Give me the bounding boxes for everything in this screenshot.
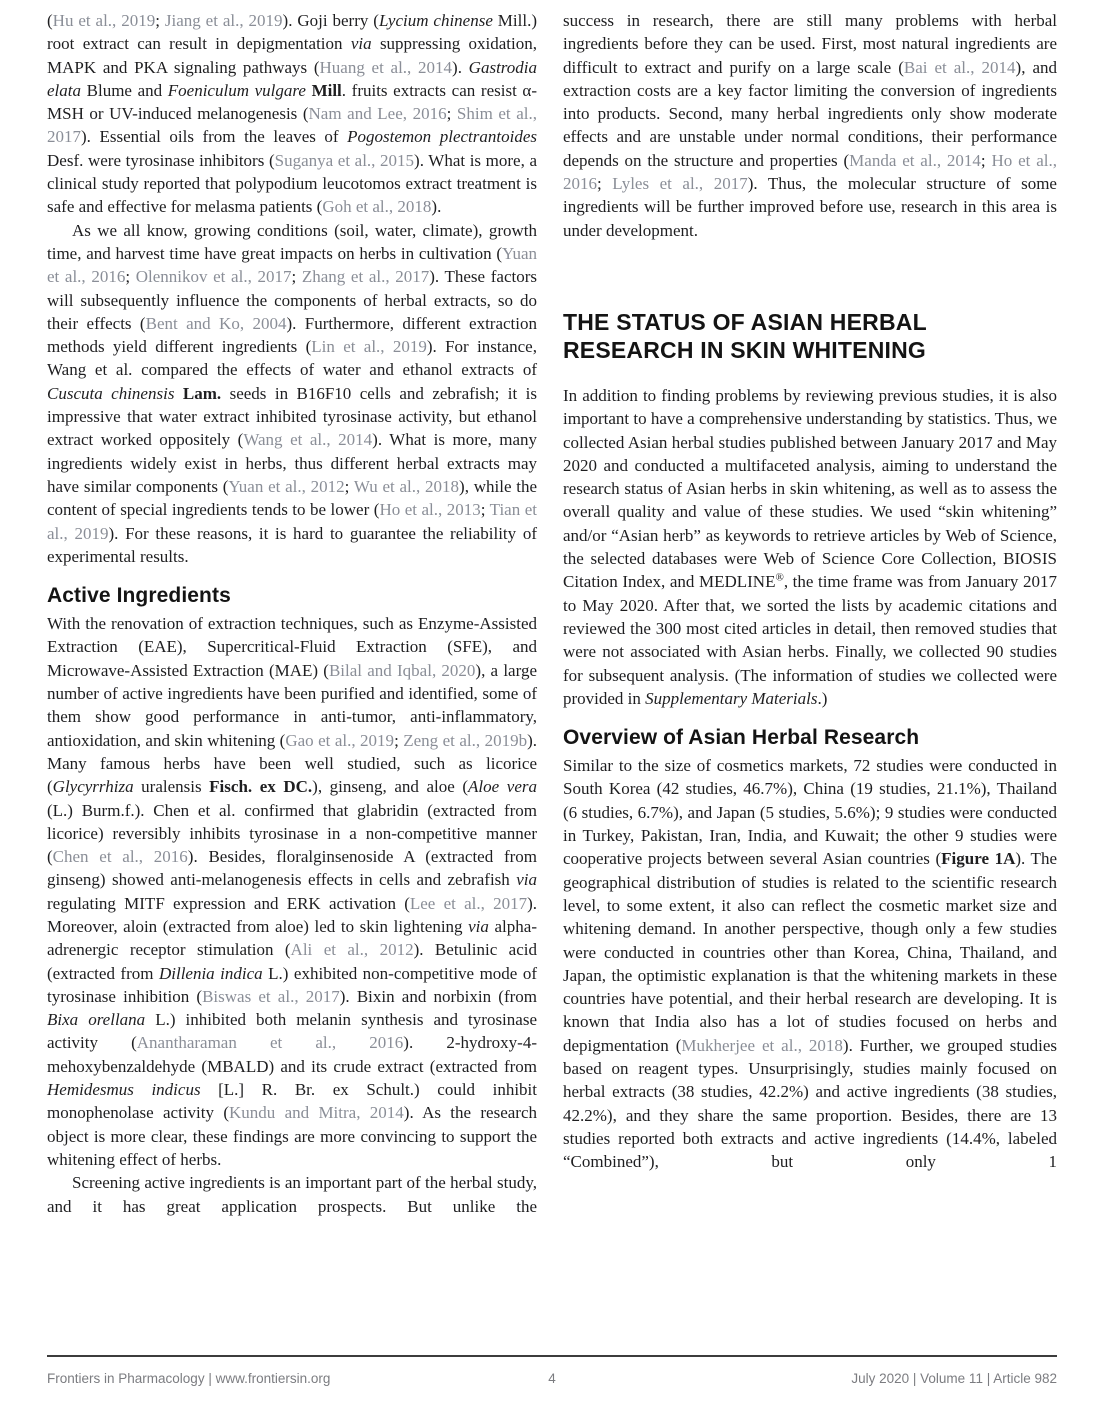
text-run: ). Furthermore, different extraction methods yield different ingredients ( <box>47 313 537 357</box>
paragraph <box>47 1171 537 1218</box>
text-run: success in research, there are still many problems with herbal ingredients before they can be used. First, most natural ingredients are difficult to extract and purify on a large scale ( <box>563 11 1057 77</box>
citation-link[interactable]: Chen et al., 2016 <box>52 847 188 867</box>
citation-link[interactable]: Suganya et al., 2015 <box>274 150 415 170</box>
citation-link[interactable]: Wang et al., 2014 <box>243 430 373 450</box>
text-run: ), a large number of active ingredients have been purified and identified, some of them show good performance in anti-tumor, anti-inflammatory, antioxidation, and skin whitening ( <box>47 660 538 750</box>
text-run: via <box>468 916 489 936</box>
two-column-text-area <box>47 9 1057 1218</box>
citation-link[interactable]: Biswas et al., 2017 <box>202 986 340 1006</box>
citation-link[interactable]: Wu et al., 2018 <box>353 476 460 496</box>
text-run: ). Moreover, aloin (extracted from aloe) led to skin lightening <box>47 893 538 936</box>
text-run: L.) exhibited non-competitive mode of tyrosinase inhibition ( <box>47 963 537 1006</box>
text-run: ). These factors will subsequently influence the components of herbal extracts, so do their effects ( <box>47 267 537 333</box>
section-heading-status: THE STATUS OF ASIAN HERBAL RESEARCH IN SKIN WHITENING <box>563 308 927 364</box>
text-run: Similar to the size of cosmetics markets, 72 studies were conducted in South Korea (42 studies, 46.7%), China (19 studies, 21.1%), Thailand (6 studies, 6.7%), and Japan (5 studies, 5.6%); 9 studies were conducted in Turkey, Pakistan, Iran, India, and Kuwait; the other 9 studies were cooperative projects between several Asian countries ( <box>563 756 1057 869</box>
text-run: ), while the content of special ingredients tends to be lower ( <box>47 476 538 520</box>
citation-link[interactable]: Gao et al., 2019 <box>285 730 395 750</box>
text-run: ). Besides, floralginsenoside A (extracted from ginseng) showed anti-melanogenesis effects in cells and zebrafish <box>47 847 537 890</box>
paragraph <box>563 384 1057 710</box>
citation-link[interactable]: Bent and Ko, 2004 <box>145 313 287 333</box>
text-run: In addition to finding problems by reviewing previous studies, it is also important to have a comprehensive understanding by statistics. Thus, we collected Asian herbal studies published between January 2017 and May 2020 and conducted a multifaceted analysis, aiming to understand the research status of Asian herbs in skin whitening, as well as to assess the overall quality and value of these studies. We used “skin whitening” and/or “Asian herb” as keywords to retrieve articles by Web of Science, the selected databases were Web of Science Core Collection, BIOSIS Citation Index, and MEDLINE <box>563 385 1057 592</box>
citation-link[interactable]: Nam and Lee, 2016 <box>308 104 447 124</box>
text-run: Desf. were tyrosinase inhibitors ( <box>47 150 275 170</box>
citation-link[interactable]: Olennikov et al., 2017 <box>135 267 292 287</box>
text-run: ( <box>47 11 53 30</box>
text-run: ; <box>155 11 165 30</box>
figure-reference[interactable]: Figure 1A <box>941 849 1016 869</box>
text-run: ; <box>980 150 992 170</box>
citation-link[interactable]: Hu et al., 2019 <box>52 11 156 30</box>
text-run: ). What is more, many ingredients widely exist in herbs, thus different herbal extracts may have similar components ( <box>47 430 537 496</box>
text-run: ). Betulinic acid (extracted from <box>47 940 537 983</box>
citation-link[interactable]: Zhang et al., 2017 <box>301 267 430 287</box>
text-run: via <box>516 870 537 890</box>
text-run: ). Bixin and norbixin (from <box>339 986 538 1006</box>
citation-link[interactable]: Lee et al., 2017 <box>409 893 528 913</box>
citation-link[interactable]: Anantharaman et al., 2016 <box>136 1033 404 1053</box>
text-run: ), and extraction costs are a key factor limiting the conversion of ingredients into products. Second, many herbal ingredients only show moderate effects and are unstable under normal conditions, their performance depends on the structure and properties ( <box>563 57 1057 170</box>
text-run: .) <box>817 688 828 708</box>
paragraph <box>47 9 537 219</box>
text-run: ). 2-hydroxy-4-mehoxybenzaldehyde (MBALD) and its crude extract (extracted from <box>47 1033 537 1076</box>
citation-link[interactable]: Bilal and Iqbal, 2020 <box>328 660 476 680</box>
citation-link[interactable]: Ali et al., 2012 <box>290 940 414 960</box>
text-run: regulating MITF expression and ERK activation ( <box>47 893 410 913</box>
text-run: ). Thus, the molecular structure of some ingredients will be further improved before use, research in this area is under development. <box>563 174 1057 240</box>
subsection-heading-active-ingredients: Active Ingredients <box>47 584 231 608</box>
citation-link[interactable]: Yuan et al., 2016 <box>47 243 537 287</box>
text-run: Supplementary Materials <box>645 688 818 708</box>
text-run: ; <box>446 104 457 124</box>
footer-page-number: 4 <box>548 1371 556 1386</box>
citation-link[interactable]: Yuan et al., 2012 <box>228 476 345 496</box>
text-run: ). What is more, a clinical study reported that polypodium leucotomos extract treatment is safe and effective for melasma patients ( <box>47 150 537 217</box>
text-run <box>174 384 182 403</box>
citation-link[interactable]: Jiang et al., 2019 <box>164 11 283 30</box>
text-run: L.) inhibited both melanin synthesis and tyrosinase activity ( <box>47 1010 537 1053</box>
text-run: ). Many famous herbs have been well studied, such as licorice ( <box>47 730 538 797</box>
text-run: Dillenia indica <box>158 963 263 983</box>
text-run: ; <box>394 730 404 750</box>
citation-link[interactable]: Tian et al., 2019 <box>47 500 537 543</box>
citation-link[interactable]: Kundu and Mitra, 2014 <box>228 1103 404 1123</box>
text-run: Lycium chinense <box>378 11 493 30</box>
text-run: uralensis <box>133 777 210 797</box>
citation-link[interactable]: Mukherjee et al., 2018 <box>681 1035 843 1055</box>
text-run: Pogostemon plectrantoides <box>347 127 537 147</box>
text-run: Foeniculum vulgare <box>167 80 306 100</box>
citation-link[interactable]: Shim et al., 2017 <box>47 104 537 147</box>
text-run: With the renovation of extraction techniques, such as Enzyme-Assisted Extraction (EAE), Supercritical-Fluid Extraction (SFE), and Microwave-Assisted Extraction (MAE) ( <box>47 614 537 680</box>
text-run: Mill <box>311 80 342 100</box>
citation-link[interactable]: Huang et al., 2014 <box>319 57 453 77</box>
right-column <box>563 9 1057 1218</box>
text-run: ; <box>344 476 354 496</box>
text-run: Gastrodia elata <box>47 57 537 100</box>
text-run: (L.) Burm.f.). Chen et al. confirmed that glabridin (extracted from licorice) reversibly inhibits tyrosinase in a non-competitive manner ( <box>47 800 537 867</box>
citation-link[interactable]: Zeng et al., 2019b <box>403 730 528 750</box>
citation-link[interactable]: Ho et al., 2013 <box>379 500 481 520</box>
text-run: Aloe vera <box>468 777 537 797</box>
paragraph <box>47 612 537 1171</box>
text-run: Screening active ingredients is an important part of the herbal study, and it has great application prospects. But unlike the <box>47 1173 537 1216</box>
citation-link[interactable]: Goh et al., 2018 <box>322 197 432 217</box>
text-run: As we all know, growing conditions (soil, water, climate), growth time, and harvest time have great impacts on herbs in cultivation ( <box>47 220 537 263</box>
registered-trademark-symbol: ® <box>775 571 784 584</box>
text-run: Cuscuta chinensis <box>47 383 175 403</box>
text-run: Bixa orellana <box>47 1010 146 1030</box>
text-run: ). Essential oils from the leaves of <box>81 127 348 147</box>
subsection-heading-overview: Overview of Asian Herbal Research <box>563 726 920 750</box>
footer-journal: Frontiers in Pharmacology | www.frontiersin.org <box>47 1371 331 1386</box>
citation-link[interactable]: Lyles et al., 2017 <box>612 174 748 194</box>
citation-link[interactable]: Lin et al., 2019 <box>311 337 427 357</box>
text-run: ). For instance, Wang et al. compared the effects of water and ethanol extracts of <box>47 337 537 380</box>
footer-issue-info: July 2020 | Volume 11 | Article 982 <box>851 1371 1057 1386</box>
text-run: Blume and <box>81 80 168 100</box>
text-run: Hemidesmus indicus <box>47 1080 201 1100</box>
footer-rule <box>47 1355 1057 1357</box>
citation-link[interactable]: Ho et al., 2016 <box>563 150 1057 194</box>
left-column <box>47 9 537 1218</box>
text-run: ). <box>431 197 442 217</box>
text-run: , the time frame was from January 2017 to May 2020. After that, we sorted the lists by academic citations and reviewed the 300 most cited articles in detail, then removed studies that were not associated with Asian herbs. Finally, we collected 90 studies for subsequent analysis. (The information of studies we collected were provided in <box>563 572 1057 708</box>
citation-link[interactable]: Manda et al., 2014 <box>849 150 981 170</box>
text-run: . fruits extracts can resist α-MSH or UV-induced melanogenesis ( <box>47 80 537 124</box>
text-run: Glycyrrhiza <box>52 777 134 797</box>
text-run: ; <box>291 267 302 287</box>
text-run: ). The geographical distribution of studies is related to the scientific research level, to some extent, it also can reflect the cosmetic market size and whitening demand. In another perspective, though only a few studies were conducted in countries other than Korea, China, Thailand, and Japan, the optimistic explanation is that the whitening markets in these countries have potential, and their herbal research are developing. It is known that India also has a lot of studies focused on herbs and depigmentation ( <box>563 849 1057 1055</box>
text-run: alpha-adrenergic receptor stimulation ( <box>47 916 537 960</box>
paragraph <box>563 754 1057 1173</box>
text-run: ), ginseng, and aloe ( <box>312 777 469 797</box>
text-run: ). Goji berry ( <box>282 11 379 30</box>
text-run: seeds in B16F10 cells and zebrafish; it is impressive that water extract inhibited tyrosinase activity, but ethanol extract worked oppositely ( <box>47 383 538 450</box>
paragraph <box>47 219 537 568</box>
text-run: ; <box>597 174 613 194</box>
text-run: ). Further, we grouped studies based on reagent types. Unsurprisingly, studies mainly focused on herbal extracts (38 studies, 42.2%) and active ingredients (38 studies, 42.2%), and they share the same proportion. Besides, there are 13 studies reported both extracts and active ingredients (14.4%, labeled “Combined”), but only 1 <box>563 1035 1057 1172</box>
text-run: Fisch. ex DC. <box>209 777 313 797</box>
text-run: ; <box>480 500 490 520</box>
text-run: ). <box>452 57 469 77</box>
text-run: suppressing oxidation, MAPK and PKA signaling pathways ( <box>47 34 537 77</box>
text-run: Mill.) root extract can result in depigmentation <box>47 11 537 54</box>
page-footer <box>47 1371 1057 1386</box>
text-run: ). For these reasons, it is hard to guarantee the reliability of experimental results. <box>47 523 537 566</box>
text-run: ; <box>125 267 136 287</box>
text-run: ). As the research object is more clear, these findings are more convincing to support the whitening effect of herbs. <box>47 1103 537 1169</box>
text-run: Lam. <box>182 383 222 403</box>
paragraph <box>563 9 1057 242</box>
text-run: via <box>350 34 372 54</box>
text-run: [L.] R. Br. ex Schult.) could inhibit monophenolase activity ( <box>47 1080 538 1123</box>
citation-link[interactable]: Bai et al., 2014 <box>903 57 1016 77</box>
